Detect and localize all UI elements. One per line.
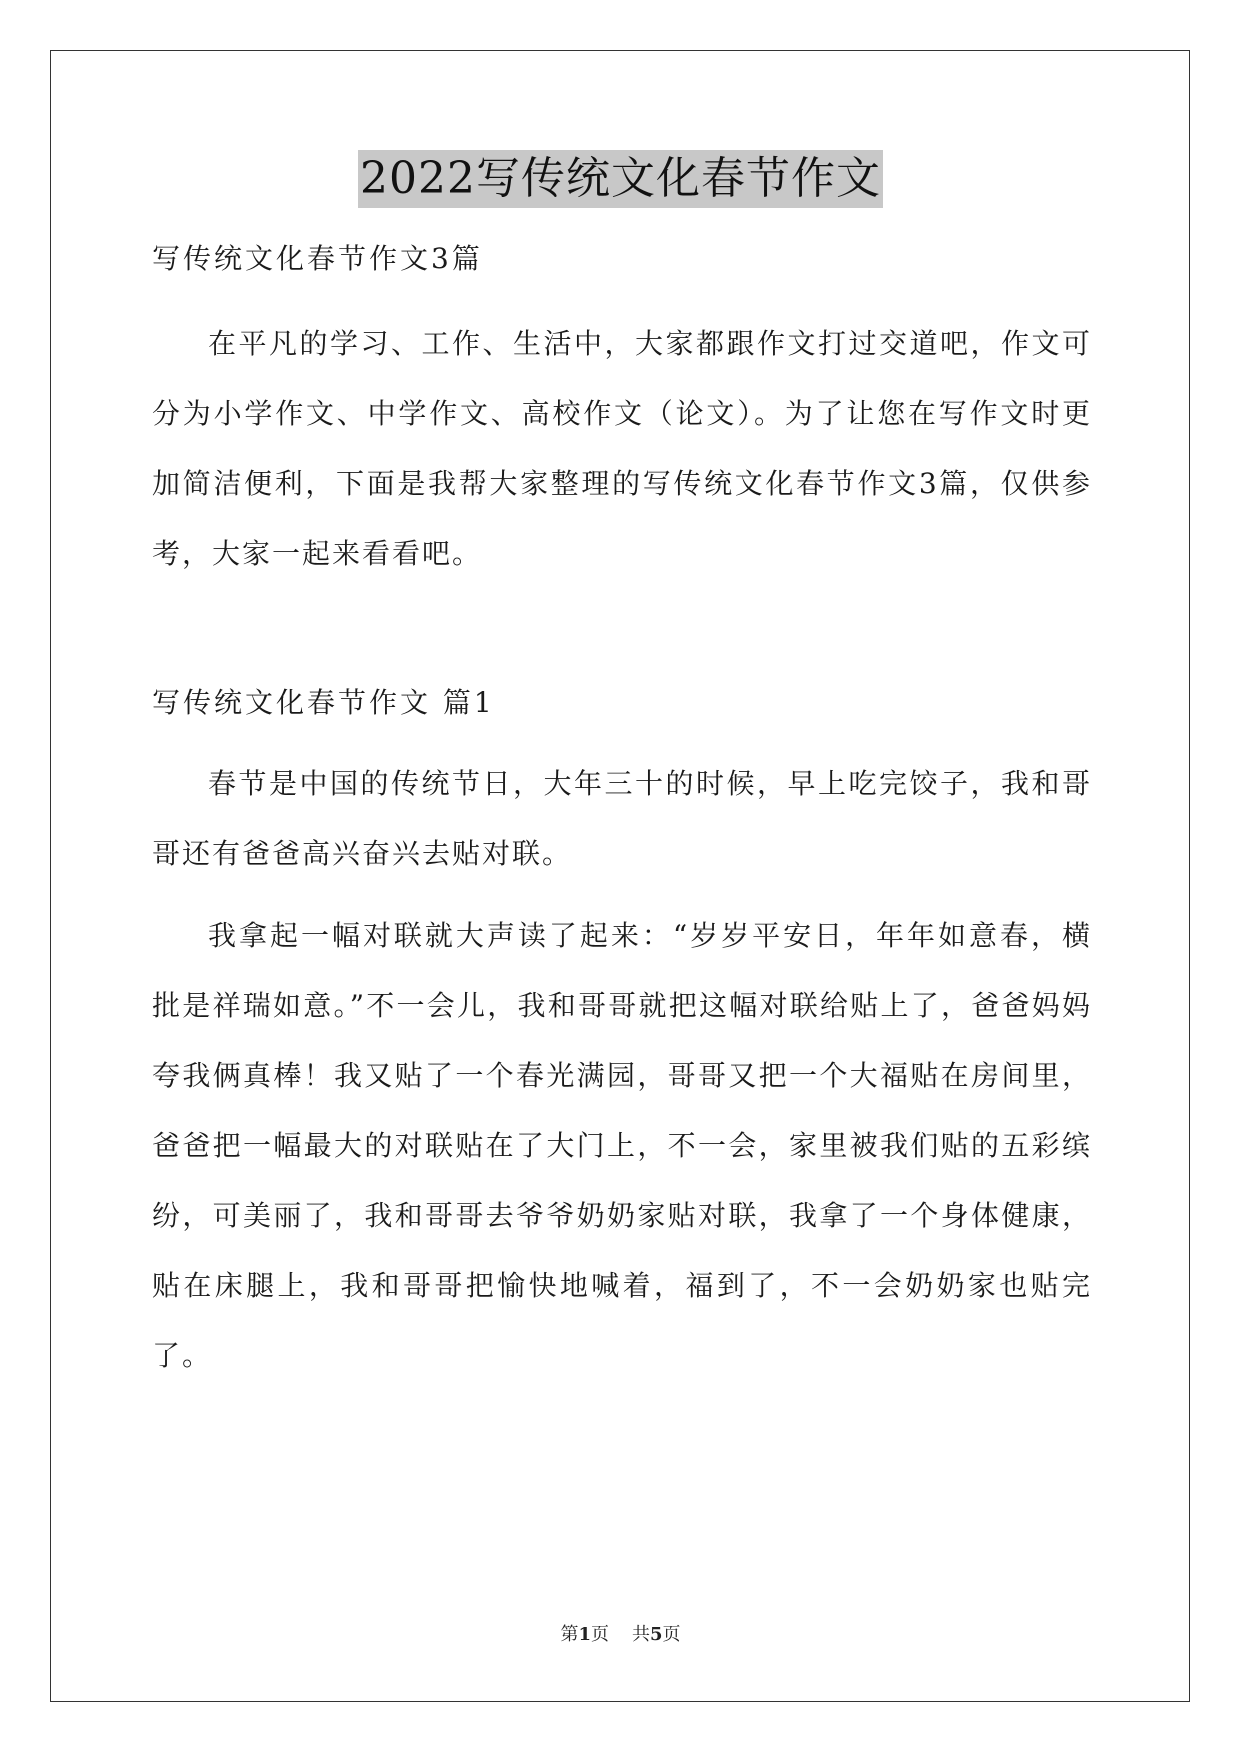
page-total: 5 — [649, 1624, 663, 1645]
total-prefix: 共 — [631, 1624, 650, 1645]
section-heading: 写传统文化春节作文 篇1 — [152, 686, 495, 719]
page-prefix: 第 — [560, 1624, 579, 1645]
page-current: 1 — [578, 1624, 592, 1645]
body-paragraph-2: 我拿起一幅对联就大声读了起来：“岁岁平安日，年年如意春，横批是祥瑞如意。”不一会儿，我和哥哥就把这幅对联给贴上了，爸爸妈妈夸我俩真棒！我又贴了一个春光满园，哥哥又把一个大福贴在房间里，爸爸把一幅最大的对联贴在了大门上，不一会，家里被我们贴的五彩缤纷，可美丽了，我和哥哥去爷爷奶奶家贴对联，我拿了一个身体健康，贴在床腿上，我和哥哥把愉快地喊着，福到了，不一会奶奶家也贴完了。 — [152, 919, 1092, 1372]
page-label: 页 — [591, 1624, 610, 1645]
total-label: 页 — [662, 1624, 681, 1645]
document-body — [152, 225, 1092, 1391]
intro-paragraph: 在平凡的学习、工作、生活中，大家都跟作文打过交道吧，作文可分为小学作文、中学作文、高校作文（论文）。为了让您在写作文时更加简洁便利，下面是我帮大家整理的写传统文化春节作文3篇，仅供参考，大家一起来看看吧。 — [152, 327, 1092, 570]
title-container — [0, 150, 1241, 208]
body-paragraph-1: 春节是中国的传统节日，大年三十的时候，早上吃完饺子，我和哥哥还有爸爸高兴奋兴去贴对联。 — [152, 767, 1092, 870]
page-footer — [0, 1620, 1241, 1646]
subtitle: 写传统文化春节作文3篇 — [152, 242, 483, 275]
document-title: 2022写传统文化春节作文 — [358, 150, 883, 208]
